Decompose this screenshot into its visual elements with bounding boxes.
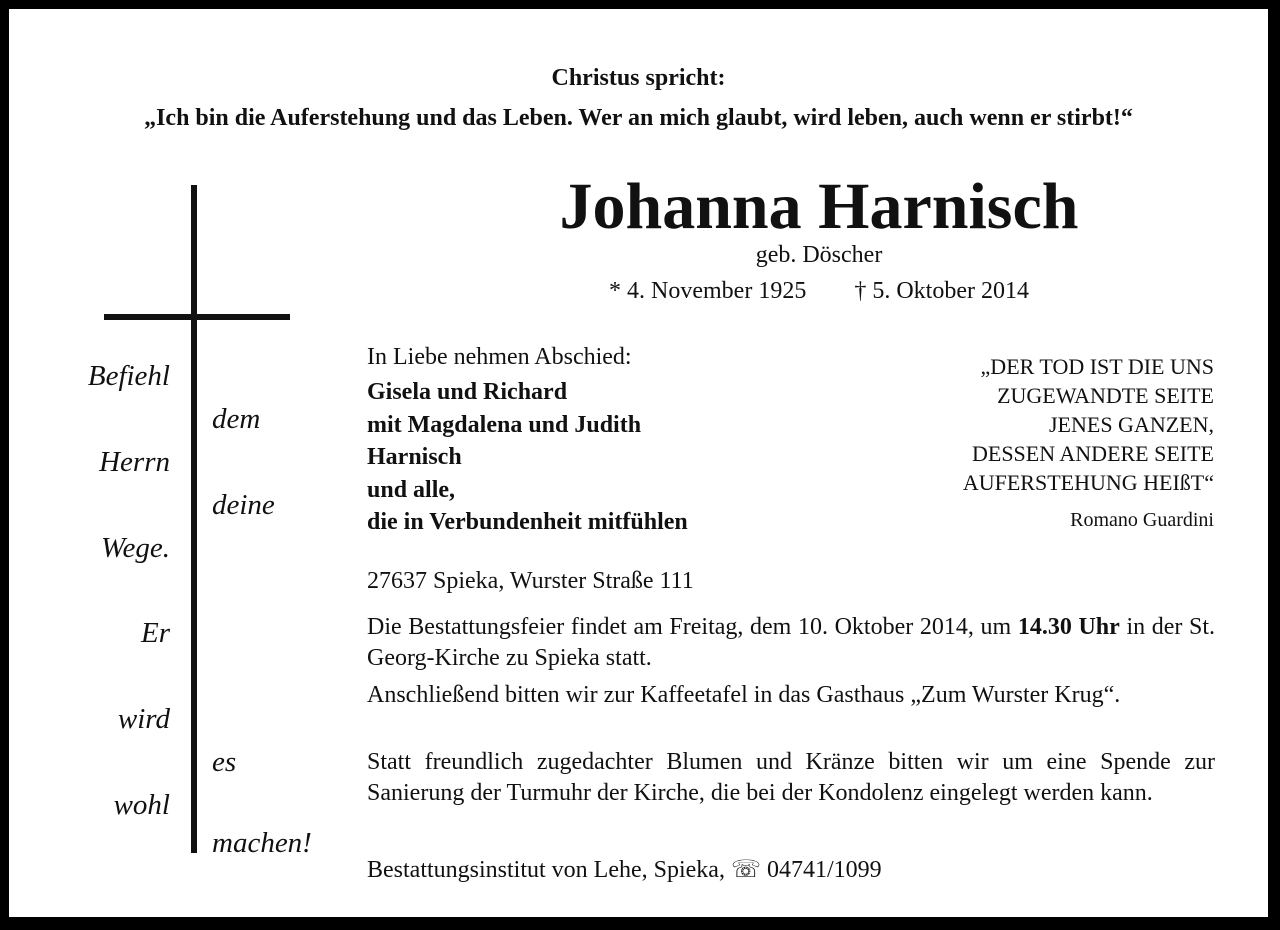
maiden-name: geb. Döscher — [755, 242, 883, 268]
quote-line: ZUGEWANDTE SEITE — [997, 383, 1214, 408]
verse-word: machen! — [212, 827, 312, 859]
mourner-line: Gisela und Richard — [367, 379, 568, 405]
undertaker-line — [367, 854, 882, 886]
farewell-intro: In Liebe nehmen Abschied: — [367, 344, 632, 370]
service-text-end: in der St. Georg-Kirche zu Spieka statt. — [367, 614, 1216, 671]
verse-word: Er — [141, 617, 170, 649]
verse-word: Wege. — [101, 532, 170, 564]
verse-word: dem — [212, 403, 261, 435]
quote-line: AUFERSTEHUNG HEIßT“ — [962, 470, 1214, 495]
mourner-line: Harnisch — [367, 444, 462, 470]
undertaker-phone: 04741/1099 — [766, 857, 882, 883]
guardini-quote — [963, 352, 1214, 497]
death-date: † 5. Oktober 2014 — [854, 278, 1029, 304]
mourners-list — [367, 376, 688, 539]
coffee-reception-paragraph: Anschließend bitten wir zur Kaffeetafel in das Gasthaus „Zum Wurster Krug“. — [367, 682, 1121, 708]
birth-date: * 4. November 1925 — [609, 278, 807, 304]
cross-icon-vertical — [191, 185, 197, 853]
motto-heading: Christus spricht: — [551, 65, 726, 91]
funeral-service-paragraph — [367, 612, 1215, 674]
verse-word: Herrn — [99, 446, 170, 478]
obituary-notice — [9, 9, 1268, 917]
verse-word: Befiehl — [87, 360, 170, 392]
mourner-line: mit Magdalena und Judith — [367, 411, 642, 438]
family-address: 27637 Spieka, Wurster Straße 111 — [367, 568, 694, 594]
verse-word: wird — [117, 703, 170, 735]
motto-text: „Ich bin die Auferstehung und das Leben. Wer an mich glaubt, wird leben, auch wenn er stirbt!“ — [144, 105, 1133, 131]
quote-line: JENES GANZEN, — [1049, 412, 1214, 437]
mourner-line: und alle, — [367, 476, 456, 503]
quote-line: DESSEN ANDERE SEITE — [972, 441, 1214, 466]
verse-word: es — [212, 746, 237, 778]
donation-paragraph: Statt freundlich zugedachter Blumen und Kränze bitten wir um eine Spende zur Sanierung der Turmuhr der Kirche, die bei der Kondolenz eingelegt werden kann. — [367, 749, 1215, 806]
deceased-name: Johanna Harnisch — [559, 170, 1079, 243]
verse-word: wohl — [113, 789, 170, 821]
cross-icon-horizontal — [104, 314, 290, 320]
quote-author: Romano Guardini — [1070, 509, 1214, 531]
telephone-icon: ☏ — [730, 857, 761, 883]
service-text-start: Die Bestattungsfeier findet am Freitag, dem 10. Oktober 2014, um — [367, 614, 1012, 640]
quote-line: „DER TOD IST DIE UNS — [980, 354, 1214, 379]
mourner-line: die in Verbundenheit mitfühlen — [367, 509, 688, 535]
service-time: 14.30 Uhr — [1017, 614, 1120, 640]
verse-word: deine — [212, 489, 275, 521]
life-dates — [519, 278, 1119, 305]
undertaker-name: Bestattungsinstitut von Lehe, Spieka, — [367, 857, 725, 883]
